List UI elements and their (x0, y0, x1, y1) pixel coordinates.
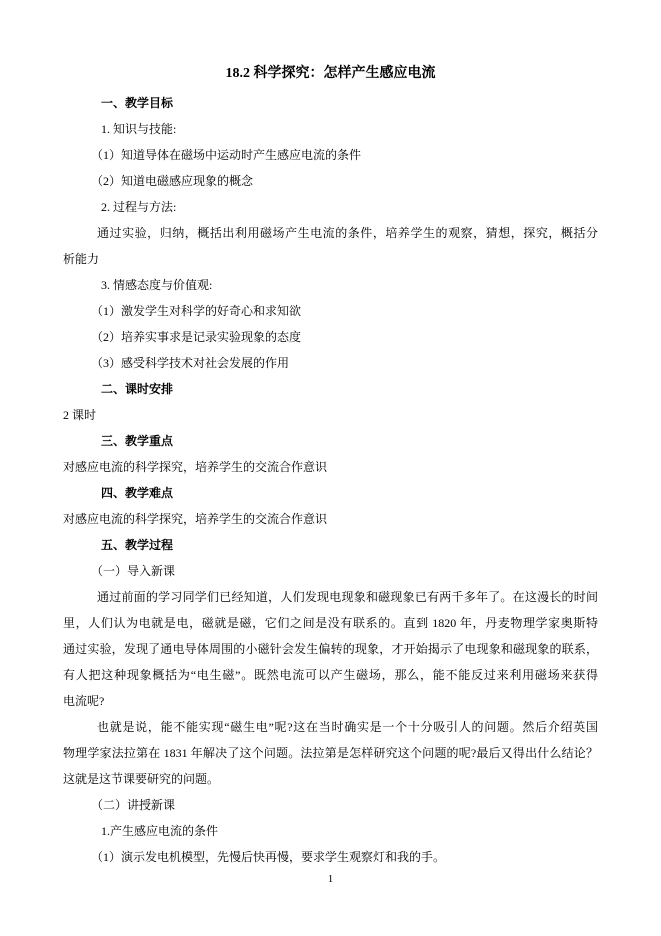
doc-line: （一）导入新课 (91, 564, 176, 578)
doc-line: （1）演示发电机模型，先慢后快再慢，要求学生观察灯和我的手。 (91, 850, 446, 864)
document-title: 18.2 科学探究：怎样产生感应电流 (225, 66, 436, 81)
document-lines (63, 90, 598, 870)
doc-line: 电流呢? (63, 694, 105, 708)
doc-line: 2 课时 (63, 408, 97, 422)
doc-line: 对感应电流的科学探究，培养学生的交流合作意识 (63, 512, 328, 526)
doc-line: 对感应电流的科学探究，培养学生的交流合作意识 (63, 460, 328, 474)
doc-line: （1）知道导体在磁场中运动时产生感应电流的条件 (91, 148, 362, 162)
doc-line: 这就是这节课要研究的问题。 (63, 772, 220, 786)
doc-line: 通过前面的学习同学们已经知道，人们发现电现象和磁现象已有两千多年了。在这漫长的时间 (97, 590, 598, 604)
doc-line: 也就是说，能不能实现“磁生电”呢?这在当时确实是一个十分吸引人的问题。然后介绍英国 (97, 720, 598, 734)
doc-line: 3. 情感态度与价值观: (101, 278, 213, 292)
doc-line: 物理学家法拉第在 1831 年解决了这个问题。法拉第是怎样研究这个问题的呢?最后又得出什么结论？ (63, 746, 598, 760)
doc-line: （3）感受科学技术对社会发展的作用 (91, 356, 290, 370)
doc-line: （二）讲授新课 (91, 798, 176, 812)
doc-line: （2）培养实事求是记录实验现象的态度 (91, 330, 302, 344)
page-number: 1 (327, 873, 334, 885)
doc-line: 三、教学重点 (101, 434, 174, 448)
doc-line: 一、教学目标 (101, 96, 174, 110)
doc-line: 1.产生感应电流的条件 (101, 824, 219, 838)
doc-line: 通过实验，归纳，概括出利用磁场产生电流的条件，培养学生的观察，猜想，探究，概括分 (97, 226, 598, 240)
doc-line: （1）激发学生对科学的好奇心和求知欲 (91, 304, 302, 318)
doc-line: 里，人们认为电就是电，磁就是磁，它们之间是没有联系的。直到 1820 年，丹麦物理学家奥斯特 (63, 616, 598, 630)
doc-line: 二、课时安排 (101, 382, 174, 396)
doc-line: 四、教学难点 (101, 486, 174, 500)
doc-line: 五、教学过程 (101, 538, 174, 552)
doc-line: （2）知道电磁感应现象的概念 (91, 174, 254, 188)
doc-line: 1. 知识与技能: (101, 122, 177, 136)
doc-line: 有人把这种现象概括为“电生磁”。既然电流可以产生磁场，那么，能不能反过来利用磁场来获得 (63, 668, 598, 682)
doc-line: 2. 过程与方法: (101, 200, 177, 214)
doc-line: 析能力 (63, 252, 100, 266)
doc-line: 通过实验，发现了通电导体周围的小磁针会发生偏转的现象，才开始揭示了电现象和磁现象的联系， (63, 642, 598, 656)
